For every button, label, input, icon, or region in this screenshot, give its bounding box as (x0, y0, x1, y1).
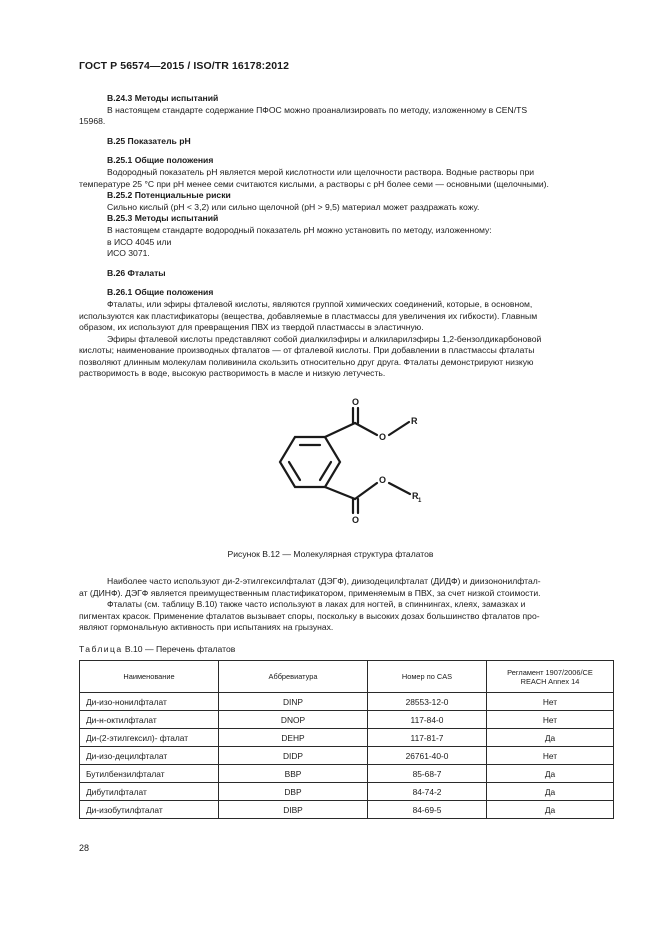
cell-name: Ди-(2-этилгексил)- фталат (80, 729, 219, 747)
cell-abbr: DNOP (219, 711, 368, 729)
paragraph-line: образом, их используют для превращения ПВХ из твердой пластмассы в эластичную. (79, 322, 424, 333)
table-caption (79, 644, 235, 654)
column-header-reach (487, 661, 614, 693)
paragraph-line: В настоящем стандарте содержание ПФОС можно проанализировать по методу, изложенному в CEN/TS (107, 104, 528, 115)
paragraph-line: В настоящем стандарте водородный показатель рН можно установить по методу, изложенному: (107, 224, 492, 235)
body-text-top (79, 93, 615, 380)
cell-reach: Да (487, 765, 614, 783)
oxygen-label: O (379, 432, 387, 442)
table-row (80, 729, 614, 747)
section-heading-b26: B.26 Фталаты (107, 267, 166, 278)
paragraph-line: используются как пластификаторы (вещества, добавляемые в пластмассы для увеличения их гибкости). Главным (79, 310, 538, 321)
paragraph-line: кислоты; наименование производных фталатов — от фталевой кислоты. При добавлении в пластмассы фталаты (79, 345, 535, 356)
paragraph-line: пигментах красок. Применение фталатов вызывает споры, поскольку в высоких дозах большинство фталатов про- (79, 610, 540, 621)
section-heading-b26-1: B.26.1 Общие положения (107, 287, 214, 298)
section-heading-b25: B.25 Показатель рН (107, 135, 191, 146)
table-caption-text: B.10 — Перечень фталатов (124, 644, 236, 654)
r1-group-label: R (412, 491, 419, 501)
column-header-cas: Номер по CAS (368, 661, 487, 693)
paragraph-line: ИСО 3071. (107, 248, 150, 259)
cell-cas: 26761-40-0 (368, 747, 487, 765)
column-header-name: Наименование (80, 661, 219, 693)
oxygen-label: O (352, 515, 360, 525)
paragraph-line: растворимость в воде, высокую растворимость в масле и низкую летучесть. (79, 368, 386, 379)
column-header-abbr: Аббревиатура (219, 661, 368, 693)
paragraph-line: Водородный показатель рН является мерой кислотности или щелочности раствора. Водные растворы при (107, 166, 535, 177)
section-heading-b25-1: B.25.1 Общие положения (107, 155, 214, 166)
table-caption-word: Таблица (79, 644, 123, 654)
cell-cas: 85-68-7 (368, 765, 487, 783)
section-heading-b24-3: B.24.3 Методы испытаний (107, 93, 219, 103)
reach-header-line: REACH Annex 14 (520, 676, 580, 686)
paragraph-line: температуре 25 °С при рН менее семи считаются кислыми, а растворы с рН более семи — основными (щелочными). (79, 178, 549, 189)
paragraph-line: Наиболее часто используют ди-2-этилгексилфталат (ДЭГФ), диизодецилфталат (ДИДФ) и диизононилфтал- (107, 576, 541, 586)
paragraph-line: Эфиры фталевой кислоты представляют собой диалкилэфиры и алкиларилэфиры 1,2-бензолдикарбоновой (107, 333, 542, 344)
r-group-label: R (411, 416, 418, 426)
cell-name: Ди-н-октилфталат (80, 711, 219, 729)
paragraph-line: являют гормональную активность при испытаниях на грызунах. (79, 622, 334, 633)
table-row (80, 711, 614, 729)
paragraph-line: в ИСО 4045 или (107, 236, 172, 247)
cell-reach: Нет (487, 711, 614, 729)
cell-abbr: BBP (219, 765, 368, 783)
table-row (80, 783, 614, 801)
table-row (80, 693, 614, 711)
cell-abbr: DEHP (219, 729, 368, 747)
section-heading-b25-3: B.25.3 Методы испытаний (107, 213, 219, 224)
paragraph-line: Сильно кислый (рН < 3,2) или сильно щелочной (рН > 9,5) материал может раздражать кожу. (107, 201, 480, 212)
paragraph-line: Фталаты (см. таблицу B.10) также часто используют в лаках для ногтей, в спиннингах, клеях, замазках и (107, 599, 526, 610)
cell-reach: Нет (487, 747, 614, 765)
cell-reach: Да (487, 729, 614, 747)
cell-cas: 84-74-2 (368, 783, 487, 801)
cell-abbr: DIDP (219, 747, 368, 765)
oxygen-label: O (352, 397, 360, 407)
table-row (80, 801, 614, 819)
section-heading-b25-2: B.25.2 Потенциальные риски (107, 190, 231, 201)
body-text-bottom (79, 576, 615, 634)
cell-name: Ди-изобутилфталат (80, 801, 219, 819)
table-header-row (80, 661, 614, 693)
phthalate-structure-figure (260, 395, 430, 529)
cell-abbr: DBP (219, 783, 368, 801)
cell-cas: 84-69-5 (368, 801, 487, 819)
cell-name: Бутилбензилфталат (80, 765, 219, 783)
paragraph-line: 15968. (79, 116, 106, 127)
paragraph-line: позволяют длинным молекулам поливинила скользить относительно друг друга. Фталаты демонстрируют низкую (79, 356, 534, 367)
reach-header-line: Регламент 1907/2006/CE (507, 667, 593, 677)
paragraph-line: ат (ДИНФ). ДЭГФ является преимущественным пластификатором, применяемым в ПВХ, за счет низкой стоимости. (79, 587, 541, 598)
paragraph-line: Фталаты, или эфиры фталевой кислоты, являются группой химических соединений, которые, в основном, (107, 298, 533, 309)
cell-abbr: DINP (219, 693, 368, 711)
cell-reach: Да (487, 801, 614, 819)
cell-cas: 117-81-7 (368, 729, 487, 747)
document-header: ГОСТ Р 56574—2015 / ISO/TR 16178:2012 (79, 60, 290, 72)
oxygen-label: O (379, 475, 387, 485)
phthalates-table (79, 660, 614, 819)
cell-abbr: DIBP (219, 801, 368, 819)
table-row (80, 747, 614, 765)
cell-cas: 117-84-0 (368, 711, 487, 729)
page-number: 28 (79, 843, 90, 853)
cell-name: Дибутилфталат (80, 783, 219, 801)
r1-subscript: 1 (418, 498, 422, 504)
cell-reach: Да (487, 783, 614, 801)
table-row (80, 765, 614, 783)
cell-name: Ди-изо-децилфталат (80, 747, 219, 765)
figure-caption: Рисунок B.12 — Молекулярная структура фталатов (227, 549, 434, 559)
cell-cas: 28553-12-0 (368, 693, 487, 711)
cell-name: Ди-изо-нонилфталат (80, 693, 219, 711)
cell-reach: Нет (487, 693, 614, 711)
